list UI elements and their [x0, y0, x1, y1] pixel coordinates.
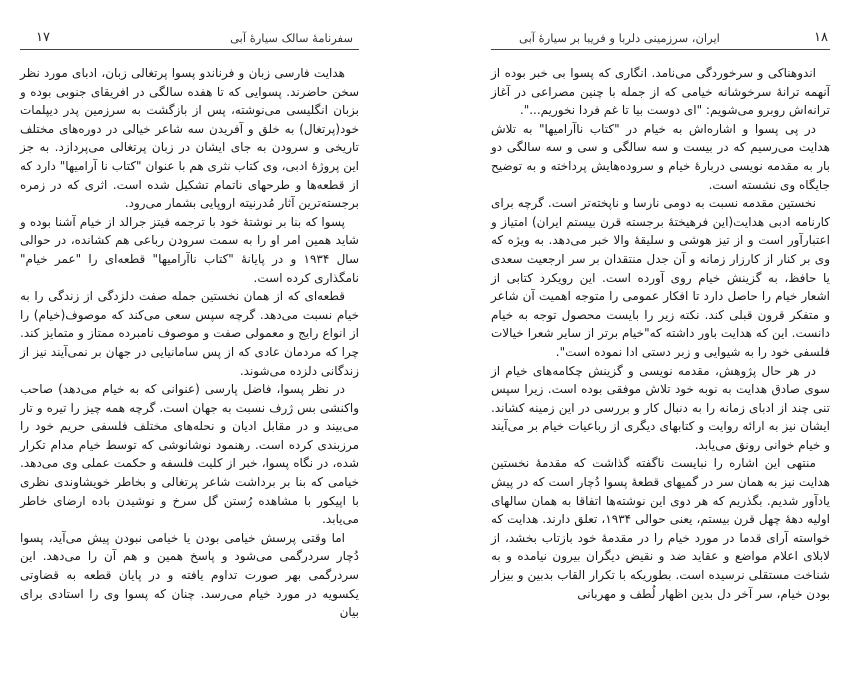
- right-page-header: [491, 0, 830, 50]
- paragraph: قطعه‌ای که از همان نخستین جمله صفت دلزدگی از زندگی را به خیام نسبت می‌دهد. گرچه سپس سعی می‌کند که موصوف(خیام) را از انواع رایج و معمولی صفت و موصوف نامبرده ممتاز و متمایز کند. چرا که مردمان عادی که از پس سامانیایی در جهان بر نمی‌آیند نیز از زندگانی دلزده می‌شوند.: [20, 289, 359, 378]
- left-running-title: سفرنامهٔ سالک سیارهٔ آبی: [230, 31, 353, 45]
- right-running-title: ایران، سرزمینی دلربا و فریبا بر سیارهٔ آبی: [519, 31, 720, 45]
- right-page-body: [491, 64, 830, 603]
- left-page: [0, 0, 433, 679]
- paragraph: هدایت فارسی زبان و فرناندو پسوا پرتغالی زبان، ادبای مورد نظر سخن حاضرند. پسوایی که تا هفده سالگی در افریقای جنوبی بوده و بزبان انگلیسی می‌نوشته، پس از بازگشت به سرزمین پدر دیپلمات خود(پرتغال) به خلق و آفریدن سه شاعر خیالی در دوره‌های مختلف تاریخی و سرودن به جای ایشان در زبان پرتغالی می‌پردازد. به جز این پروژهٔ ادبی، وی کتاب نثری هم با عنوان "کتاب نا آرامیها" دارد که از قطعه‌ها و طرحهای ناتمام تشکیل شده است. اثری که در زمره برجسته‌ترین آثار مُدرنیته اروپایی بشمار می‌رود.: [20, 66, 359, 211]
- paragraph: در پی پسوا و اشاره‌اش به خیام در "کتاب ناآرامیها" به تلاش هدایت می‌رسیم که در بیست و سه سالگی و سی و سه سالگی دو بار به مقدمه نویسی دربارهٔ خیام و سروده‌هایش پرداخته و به توضیح جایگاه وی نشسته است.: [491, 121, 830, 192]
- paragraph: پسوا که بنا بر نوشتهٔ خود با ترجمه فیتز جرالد از خیام آشنا بوده و شاید همین امر او را به سمت سرودن رباعی هم کشانده، در حوالی سال ۱۹۳۴ و در پایانهٔ "کتاب ناآرامیها" قطعه‌ای را "عمر خیام" نامگذاری کرده است.: [20, 214, 359, 285]
- left-page-body: [20, 64, 359, 622]
- left-page-header: [20, 0, 359, 50]
- paragraph: در نظر پسوا، فاضل پارسی (عنوانی که به خیام می‌دهد) صاحب واکنشی بس ژرف نسبت به جهان است. گرچه همه چیز را تیره و تار می‌بیند و در مقابل ادیان و نحله‌های مختلف فلسفی حریم خود را مرزبندی کرده است. رهنمود نوشانوشی که توسط خیام مدام تکرار شده، در نگاه پسوا، خبر از کلیت فلسفه و حکمت عملی وی می‌دهد. خیامی که بنا بر برداشت شاعر پرتغالی و بخاطر خویشاوندی نظری با اپیکور با مشاهده رُستن گل سرخ و نوشیدن باده ارضای خاطر می‌یابد.: [20, 382, 359, 527]
- right-page: [433, 0, 866, 679]
- left-page-number: ۱۷: [36, 30, 50, 45]
- paragraph: اما وقتی پرسش خیامی بودن یا خیامی نبودن پیش می‌آید، پسوا دُچار سردرگمی می‌شود و پاسخ همین و هم آن را می‌دهد. این سردرگمی بهر صورت تداوم یافته و در پایان قطعه به قضاوتی یکسویه در مورد خیام می‌رسد. چنان که پسوا وی را استادی برای بیان: [20, 530, 359, 620]
- paragraph: منتهی این اشاره را نبایست ناگفته گذاشت که مقدمهٔ نخستین هدایت نیز به همان سر در گمیهای قطعهٔ پسوا دُچار است که در پیش یادآور شدیم. بگذریم که هر دوی این نوشته‌ها اتفاقا به همان سالهای اولیه دههٔ چهل قرن بیستم، یعنی حوالی ۱۹۳۴، تعلق دارند. هدایت که خواسته آرای قدما در مورد خیام را در مقدمهٔ خود بازتاب بخشد، از لابلای اعلام مواضع و عقاید ضد و نقیض دیگران بیرون نیامده و به شناخت مستقلی نرسیده است. بطوریکه با تکرار القاب بدبین و بیزار بودن خیام، سر آخر دل بدین اظهار لُطف و مهربانی: [491, 456, 830, 601]
- right-page-number: ۱۸: [814, 30, 828, 45]
- paragraph: نخستین مقدمه نسبت به دومی نارسا و ناپخته‌تر است. گرچه برای کارنامه ادبی هدایت(این فرهیختهٔ برجسته قرن بیستم ایران) امتیاز و اعتبارآور است و از تیز هوشی و سلیقهٔ والا خبر می‌دهد. به ویژه که وی بر کنار از کارزار زمانه و آن جدل منتقدان بر سر ارجعیت سعدی یا حافظ، به گزینش خیام روی آورده است. این رویکرد کتابی از اشعار خیام را حاصل دارد تا افکار عمومی را متوجه اهمیت آن شاعر و متفکر قرون قبلی کند. نکته زیر را بایست محصول توجه به خیام دانست. این که هدایت باور داشته که"خیام برتر از سایر شعرا خیالات فلسفی خود را به شیوایی و زبر دستی ادا نموده است".: [491, 196, 830, 359]
- paragraph: اندوهناکی و سرخوردگی می‌نامد. انگاری که پسوا بی خبر بوده از آنهمه ترانهٔ سرخوشانه خیامی که از جمله با چنین مصراعی در آغاز ترانه‌اش روبرو می‌شویم: "ای دوست بیا تا غم فردا نخوریم...".: [491, 66, 830, 118]
- paragraph: در هر حال پژوهش، مقدمه نویسی و گزینش چکامه‌های خیام از سوی صادق هدایت به نوبه خود تلاش موفقی بوده است. زیرا سپس تنی چند از ادبای زمانه را به دنبال کار و بررسی در این زمینه کشاند. ایشان نیز به ارائه روایت و کتابهای دیگری از رباعیات خیام بر می‌آیند و خیام خوانی رونق می‌یابد.: [491, 363, 830, 452]
